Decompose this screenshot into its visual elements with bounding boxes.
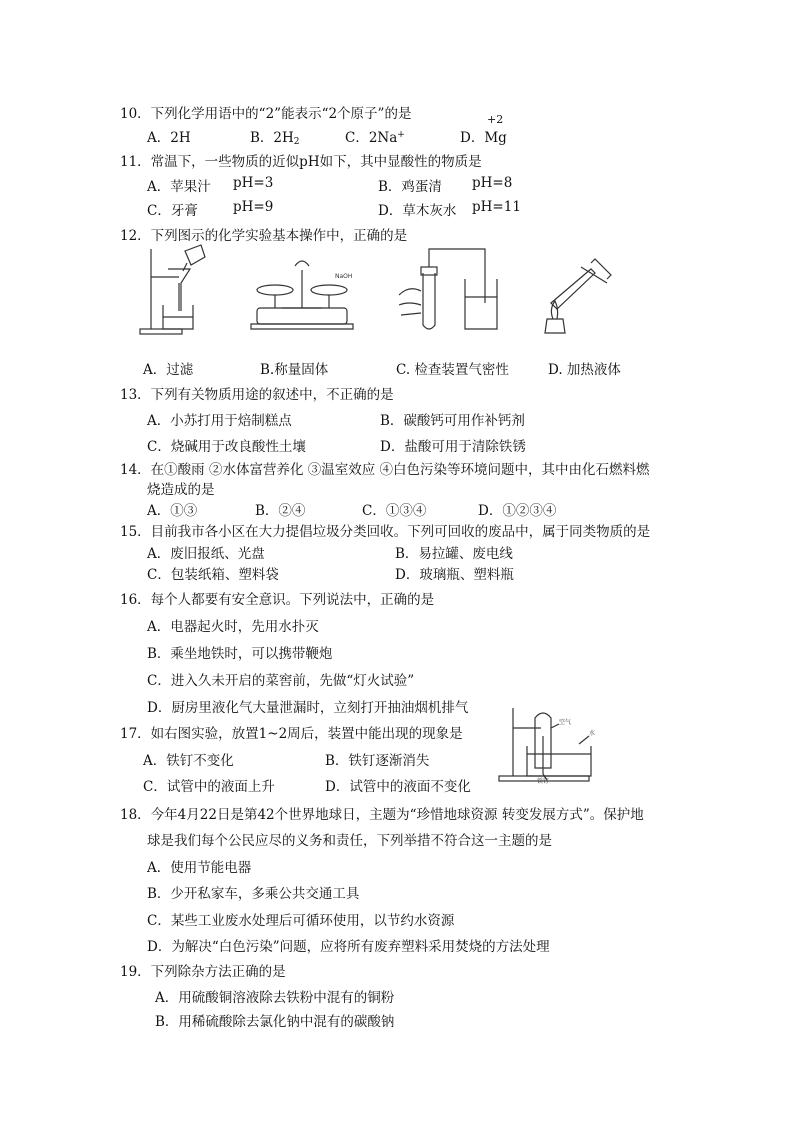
q16-option-a: A．电器起火时，先用水扑灭 [147, 619, 319, 635]
q19-stem: 19．下列除杂方法正确的是 [120, 964, 286, 980]
q11-option-c-name: C．牙膏 [147, 203, 198, 219]
q10-stem: 10．下列化学用语中的“2”能表示“2个原子”的是 [120, 106, 412, 122]
water-label: 水 [589, 730, 596, 737]
q18-option-b: B．少开私家车，多乘公共交通工具 [147, 886, 360, 902]
q14-option-a: A．①③ [147, 503, 198, 519]
q10-option-d: D．Mg [460, 130, 507, 146]
q14-option-d: D．①②③④ [478, 503, 557, 519]
q14-stem-line2: 烧造成的是 [147, 482, 215, 498]
q13-option-c: C．烧碱用于改良酸性土壤 [147, 439, 306, 455]
rusting-figure [495, 700, 600, 785]
q18-option-d: D．为解决“白色污染”问题，应将所有废弃塑料采用焚烧的方法处理 [147, 939, 550, 955]
q17-stem: 17．如右图实验，放置1~2周后，装置中能出现的现象是 [120, 726, 463, 742]
q14-stem-line1: 14．在①酸雨 ②水体富营养化 ③温室效应 ④白色污染等环境问题中，其中由化石燃料燃 [120, 462, 650, 478]
heating-figure [535, 253, 615, 338]
airtightness-figure [393, 241, 508, 336]
q19-option-a: A．用硫酸铜溶液除去铁粉中混有的铜粉 [155, 990, 395, 1006]
q12-option-d: D. 加热液体 [548, 362, 621, 378]
q11-option-d-name: D．草木灰水 [378, 203, 457, 219]
q13-option-d: D．盐酸可用于清除铁锈 [380, 439, 526, 455]
q14-option-c: C．①③④ [362, 503, 427, 519]
q18-option-a: A．使用节能电器 [147, 860, 252, 876]
q11-option-a-name: A．苹果汁 [147, 179, 211, 195]
q17-option-c: C．试管中的液面上升 [143, 779, 275, 795]
air-label: 空气 [559, 719, 572, 726]
q11-option-a-ph: pH=3 [233, 175, 274, 191]
q12-option-c: C. 检查装置气密性 [396, 362, 509, 378]
q16-option-d: D．厨房里液化气大量泄漏时，立刻打开抽油烟机排气 [147, 700, 469, 716]
q10-option-c: C．2Na+ [345, 130, 405, 146]
q16-option-b: B．乘坐地铁时，可以携带鞭炮 [147, 646, 333, 662]
q13-option-a: A．小苏打用于焙制糕点 [147, 413, 292, 429]
q17-option-b: B．铁钉逐渐消失 [325, 753, 430, 769]
q11-option-c-ph: pH=9 [233, 199, 274, 215]
q10-option-b: B．$2H_2$ [250, 130, 300, 147]
q18-option-c: C．某些工业废水处理后可循环使用，以节约水资源 [147, 913, 455, 929]
balance-figure [247, 256, 357, 336]
q12-option-b: B.称量固体 [260, 362, 329, 378]
q10-option-a: A．2H [147, 130, 191, 146]
q13-option-b: B．碳酸钙可用作补钙剂 [380, 413, 525, 429]
q13-stem: 13．下列有关物质用途的叙述中，不正确的是 [120, 387, 394, 403]
q11-option-d-ph: pH=11 [472, 199, 521, 215]
q18-stem-line2: 球是我们每个公民应尽的义务和责任，下列举措不符合这一主题的是 [147, 833, 552, 849]
q15-option-b: B．易拉罐、废电线 [395, 546, 513, 562]
q14-option-b: B．②④ [255, 503, 306, 519]
q10-option-d-charge: +2 [487, 113, 504, 126]
nail-label: 铁钉 [537, 778, 550, 785]
q11-option-b-ph: pH=8 [472, 175, 513, 191]
q15-option-a: A．废旧报纸、光盘 [147, 546, 265, 562]
q17-option-a: A．铁钉不变化 [143, 753, 234, 769]
q17-option-d: D．试管中的液面不变化 [325, 779, 471, 795]
q12-stem: 12．下列图示的化学实验基本操作中，正确的是 [120, 228, 408, 244]
q19-option-b: B．用稀硫酸除去氯化钠中混有的碳酸钠 [155, 1014, 395, 1030]
q15-option-c: C．包装纸箱、塑料袋 [147, 567, 279, 583]
q15-option-d: D．玻璃瓶、塑料瓶 [395, 567, 514, 583]
q11-stem: 11．常温下，一些物质的近似pH如下，其中显酸性的物质是 [120, 154, 482, 170]
q16-stem: 16．每个人都要有安全意识。下列说法中，正确的是 [120, 592, 435, 608]
q16-option-c: C．进入久未开启的菜窖前，先做“灯火试验” [147, 673, 415, 689]
q11-option-b-name: B．鸡蛋清 [378, 179, 442, 195]
q18-stem-line1: 18．今年4月22日是第42个世界地球日，主题为“珍惜地球资源 转变发展方式”。保护地 [120, 807, 644, 823]
naoh-label: NaOH [335, 273, 353, 280]
q12-option-a: A．过滤 [143, 362, 194, 378]
q15-stem: 15．目前我市各小区在大力提倡垃圾分类回收。下列可回收的废品中，属于同类物质的是 [120, 524, 651, 540]
filtration-figure [135, 243, 210, 338]
